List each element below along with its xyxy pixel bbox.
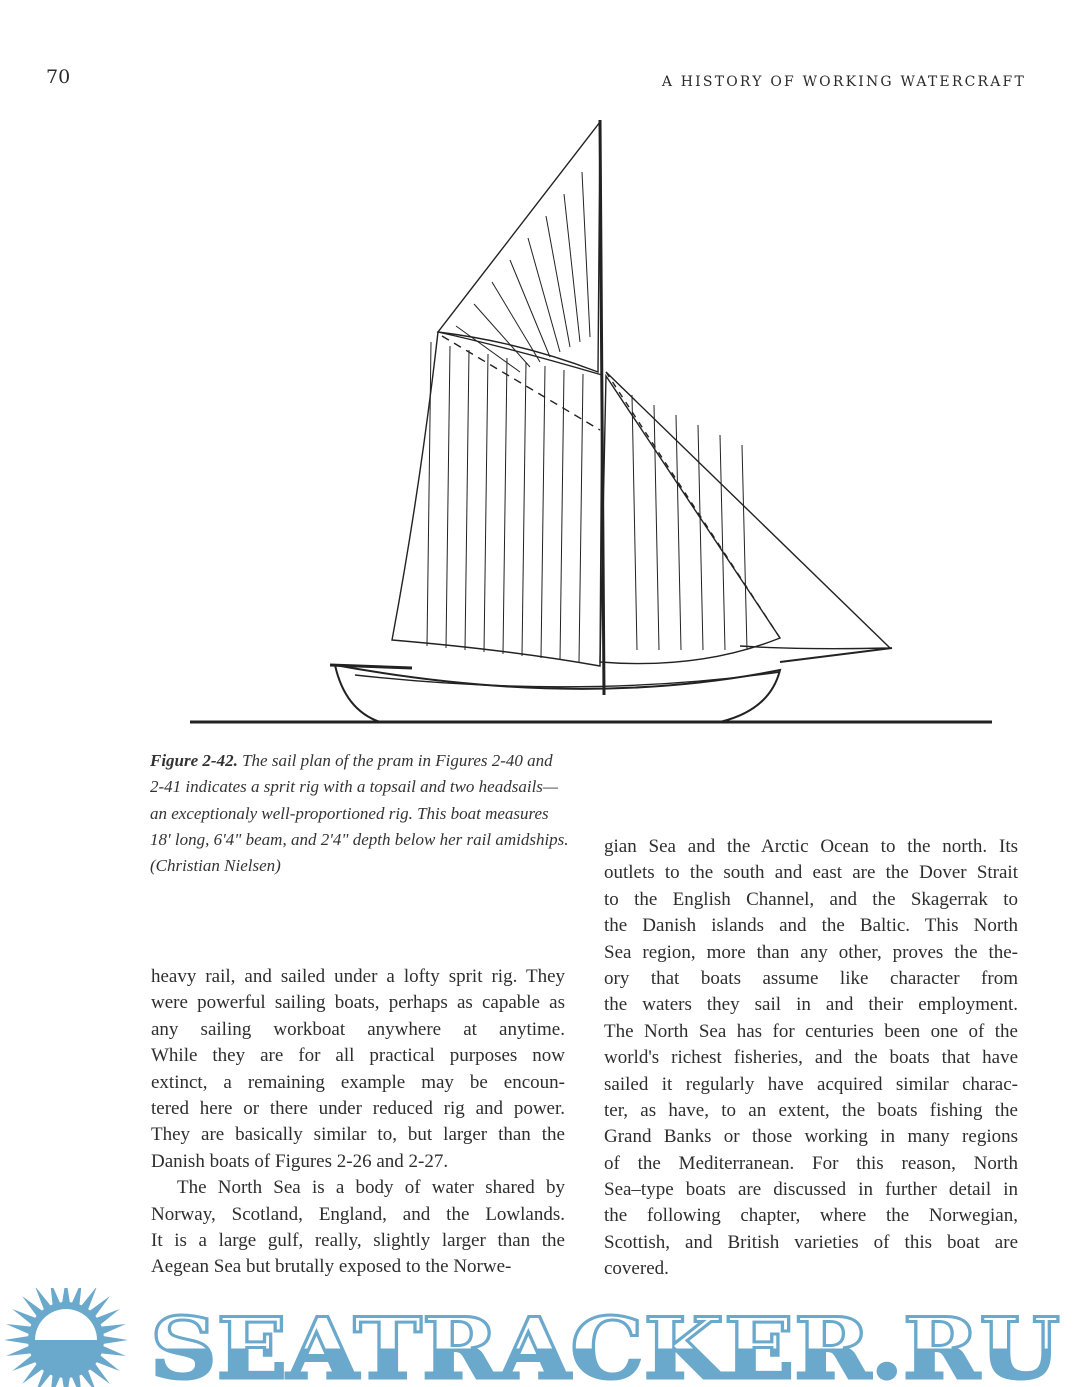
text-line: Sea region, more than any other, proves the the- — [604, 941, 1018, 963]
text-line: heavy rail, and sailed under a lofty sprit rig. They — [151, 966, 565, 987]
text-line: covered. — [604, 1258, 669, 1280]
caption-text: The sail plan of the pram in Figures 2-40 and 2-41 indicates a sprit rig with a topsail and two headsails—an exceptionaly well-proportioned rig. This boat measures 18' long, 6'4" beam, and 2'4" depth below her rail amidships. (Christian Nielsen) — [150, 751, 569, 876]
text-line: extinct, a remaining example may be encoun- — [151, 1071, 565, 1093]
text-line: to the English Channel, and the Skagerrak to — [604, 888, 1018, 910]
text-line: the following chapter, where the Norwegian, — [604, 1205, 1018, 1227]
sun-logo-icon — [4, 1288, 128, 1387]
text-line: The North Sea has for centuries been one of the — [604, 1020, 1018, 1042]
text-line: outlets to the south and east are the Dover Strait — [604, 862, 1018, 884]
text-line: any sailing workboat anywhere at anytime. — [151, 1018, 565, 1040]
figure-caption — [150, 748, 570, 879]
text-line: They are basically similar to, but larger than the — [151, 1124, 565, 1146]
text-line: sailed it regularly have acquired similar charac- — [604, 1073, 1018, 1095]
text-line: Scottish, and British varieties of this boat are — [604, 1231, 1018, 1253]
text-line: of the Mediterranean. For this reason, North — [604, 1152, 1018, 1174]
text-line: The North Sea is a body of water shared by — [177, 1177, 565, 1199]
sail-plan-illustration — [180, 110, 1000, 730]
text-line: Norway, Scotland, England, and the Lowlands. — [151, 1203, 565, 1225]
text-line: ory that boats assume like character from — [604, 967, 1018, 989]
left-text-column — [151, 964, 565, 1281]
text-line: Aegean Sea but brutally exposed to the Norwe- — [151, 1256, 512, 1278]
text-line: Grand Banks or those working in many regions — [604, 1126, 1018, 1148]
text-line: Danish boats of Figures 2-26 and 2-27. — [151, 1150, 449, 1172]
page-number: 70 — [46, 66, 71, 88]
text-line: tered here or there under reduced rig and power. — [151, 1097, 565, 1119]
text-line: It is a large gulf, really, slightly larger than the — [151, 1229, 565, 1251]
watermark-text: SEATRACKER.RU — [150, 1299, 1060, 1387]
text-line: ter, as have, to an extent, the boats fishing the — [604, 1099, 1018, 1121]
running-head: A HISTORY OF WORKING WATERCRAFT — [661, 74, 1026, 90]
text-line: world's richest fisheries, and the boats that have — [604, 1047, 1018, 1069]
text-line: were powerful sailing boats, perhaps as capable as — [151, 992, 565, 1014]
text-line: While they are for all practical purposes now — [151, 1045, 565, 1067]
text-line: the Danish islands and the Baltic. This North — [604, 915, 1018, 937]
text-line: Sea–type boats are discussed in further detail in — [604, 1179, 1018, 1201]
text-line: the waters they sail in and their employment. — [604, 994, 1018, 1016]
right-text-column — [604, 834, 1018, 1283]
figure-label: Figure 2-42. — [150, 751, 238, 770]
text-line: gian Sea and the Arctic Ocean to the north. Its — [604, 836, 1018, 857]
seatracker-watermark — [0, 1288, 1080, 1387]
